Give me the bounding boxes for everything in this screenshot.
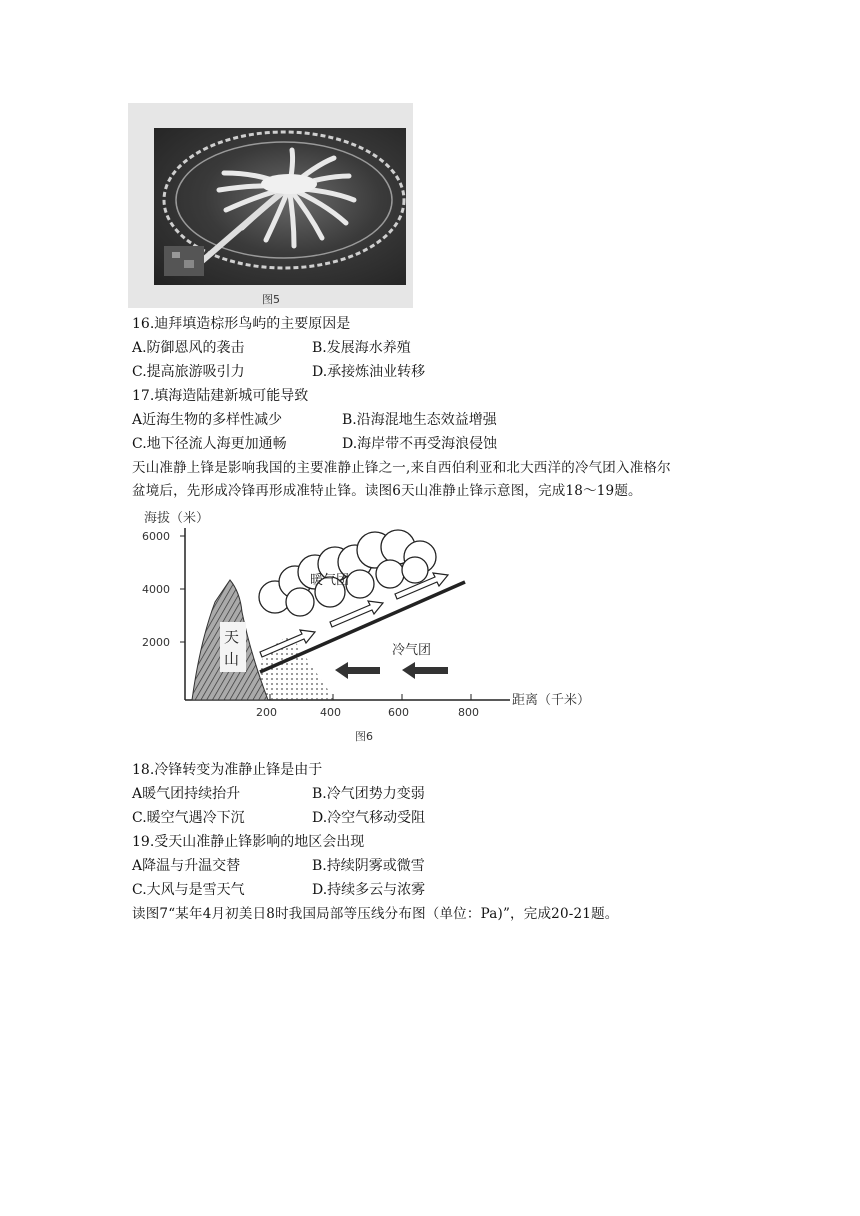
question-19-option-a: A降温与升温交替 [132,858,241,874]
y-tick-4000: 4000 [142,583,170,596]
question-17-option-d: D.海岸带不再受海浪侵蚀 [342,436,498,452]
cold-air-mass-label: 冷气团 [392,643,432,658]
y-axis-label: 海拔（米） [144,511,210,526]
question-17-option-a: A近海生物的多样性减少 [132,412,283,428]
question-19-stem: 19.受天山准静止锋影响的地区会出现 [132,834,365,850]
question-18-option-d: D.冷空气移动受阻 [312,810,426,826]
question-17-option-c: C.地下径流人海更加通畅 [132,436,287,452]
y-tick-2000: 2000 [142,636,170,649]
x-axis-label: 距离（千米） [512,693,591,708]
figure-6 [130,502,620,752]
x-tick-400: 400 [320,706,341,719]
question-17-stem: 17.填海造陆建新城可能导致 [132,388,309,404]
question-16-option-b: B.发展海水养殖 [312,340,411,356]
question-19-option-b: B.持续阴雾或微雪 [312,858,425,874]
question-18-option-c: C.暖空气遇冷下沉 [132,810,245,826]
question-16-option-a: A.防御恩风的袭击 [132,340,245,356]
x-tick-600: 600 [388,706,409,719]
x-tick-800: 800 [458,706,479,719]
warm-air-mass-label: 暖气团 [310,573,350,588]
front-diagram [130,502,620,752]
question-18-option-a: A暖气团持续抬升 [132,786,241,802]
question-18-option-b: B.冷气团势力变弱 [312,786,425,802]
palm-island-graphic [154,128,406,285]
figure-6-caption: 图6 [355,730,373,743]
question-19-option-c: C.大风与是雪天气 [132,882,245,898]
figure-5-caption: 图5 [262,293,280,306]
cold-air-arrows [335,662,448,679]
question-16-option-c: C.提高旅游吸引力 [132,364,245,380]
mountain-label-shan: 山 [224,650,240,668]
mountain-label-tian: 天 [224,628,240,646]
passage-18-19-line-1: 天山准静上锋是影响我国的主要准静止锋之一,来自西伯利亚和北大西洋的冷气团入准格尔 [132,460,671,476]
y-tick-6000: 6000 [142,530,170,543]
passage-20-21-line-1: 读图7“某年4月初美日8时我国局部等压线分布图（单位：Pa)”，完成20-21题。 [132,906,619,922]
x-tick-200: 200 [256,706,277,719]
question-16-stem: 16.迪拜填造棕形鸟屿的主要原因是 [132,316,351,332]
question-17-option-b: B.沿海混地生态效益增强 [342,412,497,428]
figure-5 [128,103,413,308]
question-16-option-d: D.承接炼油业转移 [312,364,426,380]
question-18-stem: 18.冷锋转变为准静止锋是由于 [132,762,323,778]
palm-island-photo [154,128,406,285]
passage-18-19-line-2: 盆境后，先形成冷锋再形成准特止锋。读图6天山准静止锋示意图，完成18～19题。 [132,483,642,499]
question-19-option-d: D.持续多云与浓雾 [312,882,426,898]
